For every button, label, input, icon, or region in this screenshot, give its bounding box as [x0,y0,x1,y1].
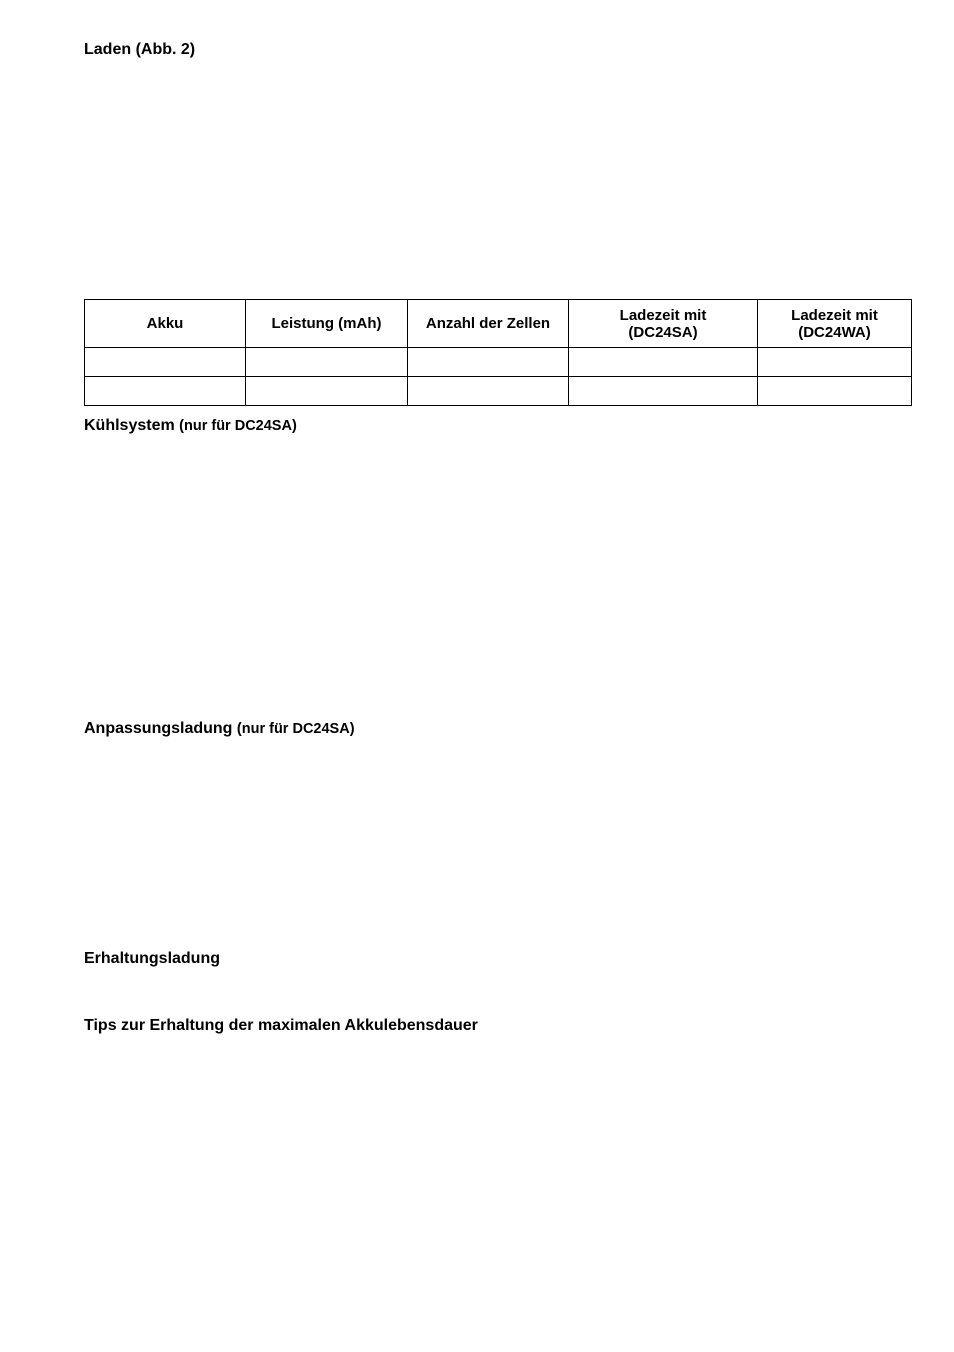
table-cell [758,377,912,406]
column-header-ladezeit-dc24wa: Ladezeit mit (DC24WA) [758,300,912,348]
table-cell [569,348,758,377]
battery-spec-table [84,299,912,406]
section-note: (nur für DC24SA) [179,418,297,434]
table-row [85,348,912,377]
section-note: (nur für DC24SA) [236,721,355,737]
section-title: Tips zur Erhaltung der maximalen Akkulebensdauer [84,1017,478,1034]
table-cell [758,348,912,377]
section-heading-kuehlsystem [84,416,297,436]
column-header-ladezeit-dc24sa: Ladezeit mit (DC24SA) [569,300,758,348]
column-header-akku: Akku [85,300,246,348]
section-heading-erhaltungsladung [84,949,220,969]
section-heading-anpassungsladung [84,719,355,739]
table-cell [85,377,246,406]
column-header-zellen: Anzahl der Zellen [408,300,569,348]
table-cell [246,377,408,406]
section-title: Erhaltungsladung [84,950,220,967]
table-cell [408,377,569,406]
section-title: Anpassungsladung [84,720,233,737]
table-header-row [85,300,912,348]
column-header-leistung: Leistung (mAh) [246,300,408,348]
table-cell [408,348,569,377]
section-title: Kühlsystem [84,417,175,434]
section-heading-tips [84,1016,478,1036]
table-cell [569,377,758,406]
table-row [85,377,912,406]
table-cell [246,348,408,377]
section-title: Laden (Abb. 2) [84,41,196,58]
table-cell [85,348,246,377]
section-heading-laden [84,40,195,60]
